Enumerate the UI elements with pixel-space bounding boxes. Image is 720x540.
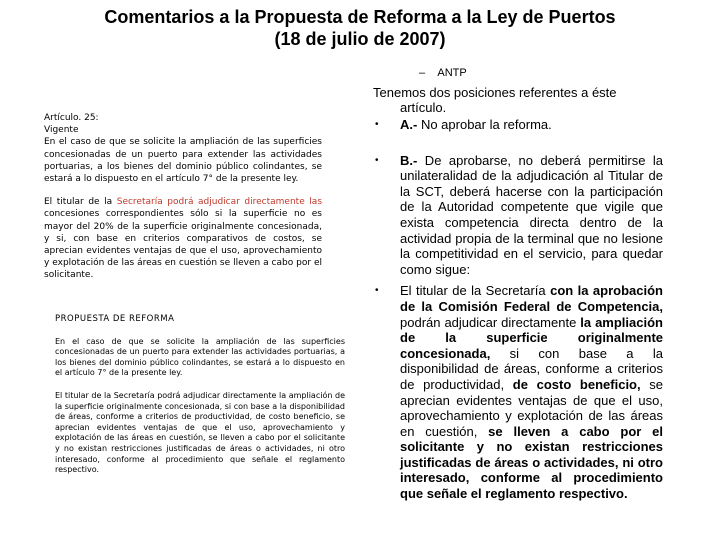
bullet-icon: • (375, 119, 379, 130)
current-paragraph-2 (44, 196, 322, 281)
wording-text-2: podrán adjudicar directamente (400, 314, 581, 330)
wording-text-3: si con base a la disponibilidad de áreas, conforme a criterios de productividad, (400, 345, 663, 392)
wording-bold-4: se lleven a cabo por el solicitante y no existan restricciones justificadas de áreas o actividades, ni otro interesado, conforme al procedimiento que señale el reglamento respectivo. (400, 423, 664, 502)
position-a-label: A.- (400, 117, 418, 132)
intro-line-1: Tenemos dos posiciones referentes a éste (373, 85, 617, 100)
antp-heading (419, 66, 663, 80)
page-title (30, 6, 690, 50)
p2-highlight: Secretaría podrá adjudicar directamente las (116, 197, 323, 208)
wording-text-1: El titular de la Secretaría (400, 283, 551, 299)
position-a (373, 117, 663, 133)
article-status: Vigente (44, 125, 79, 136)
wording-bold-1: con la aprobación de la Comisión Federal de Competencia, (400, 283, 663, 314)
proposal-paragraph-2: El titular de la Secretaría podrá adjudicar directamente la ampliación de la superficie originalmente concesionada, si con base a la disponibilidad de áreas, conforme a criterios de productividad, de costo beneficio, se aprecian evidentes ventajas de que el uso, aprovechamiento y explotación de las áreas en cuestión, se lleven a cabo por el solicitante y no existan restricciones justificadas de áreas o actividades, ni otro interesado, conforme al procedimiento que señale el reglamento respectivo. (55, 390, 345, 475)
article-number: Artículo. 25: (44, 113, 99, 123)
position-b (373, 153, 663, 278)
bullet-icon: • (375, 154, 379, 166)
title-line-2: (18 de julio de 2007) (274, 29, 446, 49)
proposal-text (55, 314, 345, 476)
position-a-text: No aprobar la reforma. (417, 117, 552, 132)
current-paragraph-1: En el caso de que se solicite la ampliación de las superficies concesionadas de un puerto para extender las actividades portuarias, a los bienes del dominio público colindantes, se estará a lo dispuesto en el artículo 7° de la presente ley. (44, 137, 322, 185)
wording-bold-2: la ampliación de la superficie originalmente concesionada, (400, 314, 663, 361)
position-b-text: De aprobarse, no deberá permitirse la unilateralidad de la adjudicación al Titular de la SCT, deberá hacerse con la participación de la Autoridad competente que vigile que exista competencia directa dentro de la actividad propia de la terminal que no lesione la competitividad en el servicio, para quedar como sigue: (400, 152, 663, 277)
proposed-wording (373, 283, 663, 501)
proposal-heading: PROPUESTA DE REFORMA (55, 314, 175, 324)
antp-intro (373, 85, 663, 115)
title-line-1: Comentarios a la Propuesta de Reforma a la Ley de Puertos (104, 7, 616, 27)
bullet-icon: • (375, 285, 379, 297)
position-b-label: B.- (400, 152, 418, 168)
proposal-paragraph-1: En el caso de que se solicite la ampliación de las superficies concesionadas de un puerto para extender las actividades portuarias, a los bienes del dominio público colindantes, se estará a lo dispuesto en el artículo 7° de la presente ley. (55, 336, 345, 378)
heading-dash: – (419, 67, 426, 79)
antp-comments (373, 66, 663, 502)
p2-text-after: concesiones correspondientes sólo si la superficie no es mayor del 20% de la superficie originalmente concesionada, y si, con base en criterios comparativos de costos, se aprecian evidentes ventajas de que el uso, aprovechamiento y explotación de las áreas en cuestión se lleven a cabo por el solicitante. (44, 209, 322, 281)
wording-bold-3: de costo beneficio, (512, 376, 641, 392)
intro-line-2: artículo. (400, 100, 447, 115)
antp-label: ANTP (437, 67, 467, 79)
current-article-text (44, 112, 322, 282)
wording-text-4: se aprecian evidentes ventajas de que el uso, aprovechamiento y explotación de las áreas en cuestión, (400, 376, 664, 439)
p2-text-before: El titular de la (44, 197, 117, 208)
